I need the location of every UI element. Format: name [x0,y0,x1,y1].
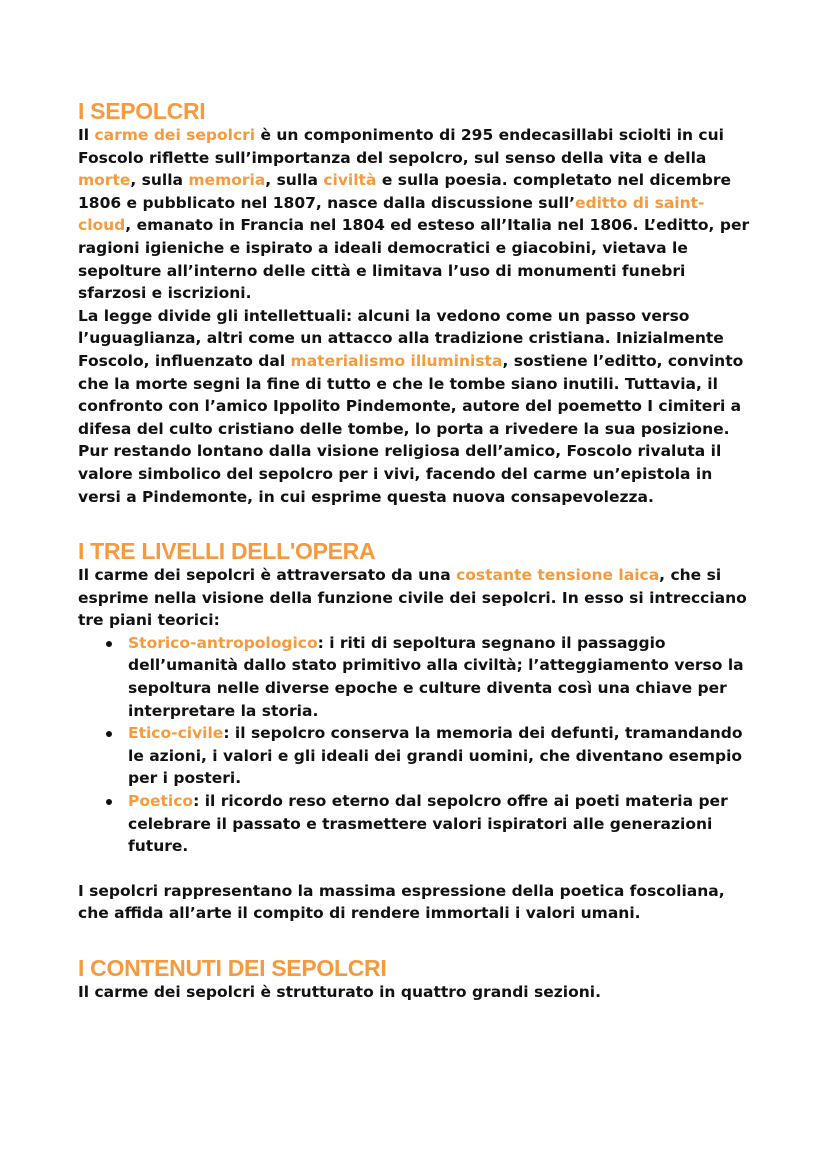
paragraph-tensione-laica [78,564,754,632]
highlighted-term: Storico-antropologico [128,633,318,652]
text-run: Il [78,126,95,144]
highlighted-term: memoria [188,171,266,190]
text-run: , emanato in Francia nel 1804 ed esteso all’Italia nel 1806. L’editto, per ragioni igieniche e ispirato a ideali democratici e giacobini, vietava le sepolture all’interno delle città e limitava l’uso di monumenti funebri sfarzosi e iscrizioni. [78,216,750,303]
highlighted-term: morte [78,171,131,190]
section-title-sepolcri: I SEPOLCRI [78,98,206,124]
text-run: : il sepolcro conserva la memoria dei defunti, tramandando le azioni, i valori e gli ideali dei grandi uomini, che diventano esempio per i posteri. [128,724,743,788]
highlighted-term: Etico-civile [128,724,224,743]
text-run: : il ricordo reso eterno dal sepolcro offre ai poeti materia per celebrare il passato e trasmettere valori ispiratori alle generazioni future. [128,792,728,856]
highlighted-term: Poetico [128,792,194,811]
highlighted-term: costante tensione laica [456,566,660,585]
highlighted-term: materialismo illuminista [290,351,503,370]
text-run: : i riti di sepoltura segnano il passaggio dell’umanità dallo stato primitivo alla civiltà; l’atteggiamento verso la sepoltura nelle diverse epoche e culture diventa così una chiave per interpretare la storia. [128,633,744,720]
section-title-contenuti: I CONTENUTI DEI SEPOLCRI [78,955,387,981]
paragraph-legge [78,305,754,508]
text-run: e sulla poesia. completato nel dicembre 1806 e pubblicato nel 1807, nasce dalla discussione sull’ [78,171,732,212]
bullet-item-poetico [128,790,754,858]
highlighted-term: editto di saint-cloud [78,193,705,235]
bullet-dot-icon [106,799,112,805]
bullet-text [128,724,743,787]
bullet-text [128,634,744,720]
paragraph-struttura [78,981,754,1004]
text-run: La legge divide gli intellettuali: alcuni la vedono come un passo verso l’uguaglianza, altri come un attacco alla tradizione cristiana. Inizialmente Foscolo, influenzato dal [78,306,724,370]
bullet-item-storico [128,632,754,722]
text-run: , sulla [130,171,189,190]
text-run: I sepolcri rappresentano la massima espressione della poetica foscoliana, che affida all’arte il compito di rendere immortali i valori umani. [78,881,725,923]
paragraph-closing [78,880,754,925]
document-page [78,98,754,1004]
bullet-item-etico [128,722,754,790]
bullet-dot-icon [106,731,112,737]
text-run: , che si esprime nella visione della funzione civile dei sepolcri. In esso si intrecciano tre piani teorici: [78,566,747,630]
text-run: , sostiene l’editto, convinto che la morte segni la fine di tutto e che le tombe siano inutili. Tuttavia, il confronto con l’amico Ippolito Pindemonte, autore del poemetto I cimiteri a difesa del culto cristiano delle tombe, lo porta a rivedere la sua posizione. Pur restando lontano dalla visione religiosa dell’amico, Foscolo rivaluta il valore simbolico del sepolcro per i vivi, facendo del carme un’epistola in versi a Pindemonte, in cui esprime questa nuova consapevolezza. [78,351,744,506]
text-run: , sulla [265,171,324,190]
text-run: Il carme dei sepolcri è strutturato in quattro grandi sezioni. [78,983,601,1001]
bullet-text [128,792,728,855]
text-run: Il carme dei sepolcri è attraversato da una [78,566,457,585]
section-title-tre-livelli: I TRE LIVELLI DELL'OPERA [78,538,376,565]
highlighted-term: carme dei sepolcri [94,126,256,144]
text-run: è un componimento di 295 endecasillabi sciolti in cui Foscolo riflette sull’importanza del sepolcro, sul senso della vita e della [78,126,724,167]
paragraph-intro [78,124,754,305]
bullet-list-livelli [78,632,754,858]
highlighted-term: civiltà [323,171,377,190]
bullet-dot-icon [106,641,112,647]
